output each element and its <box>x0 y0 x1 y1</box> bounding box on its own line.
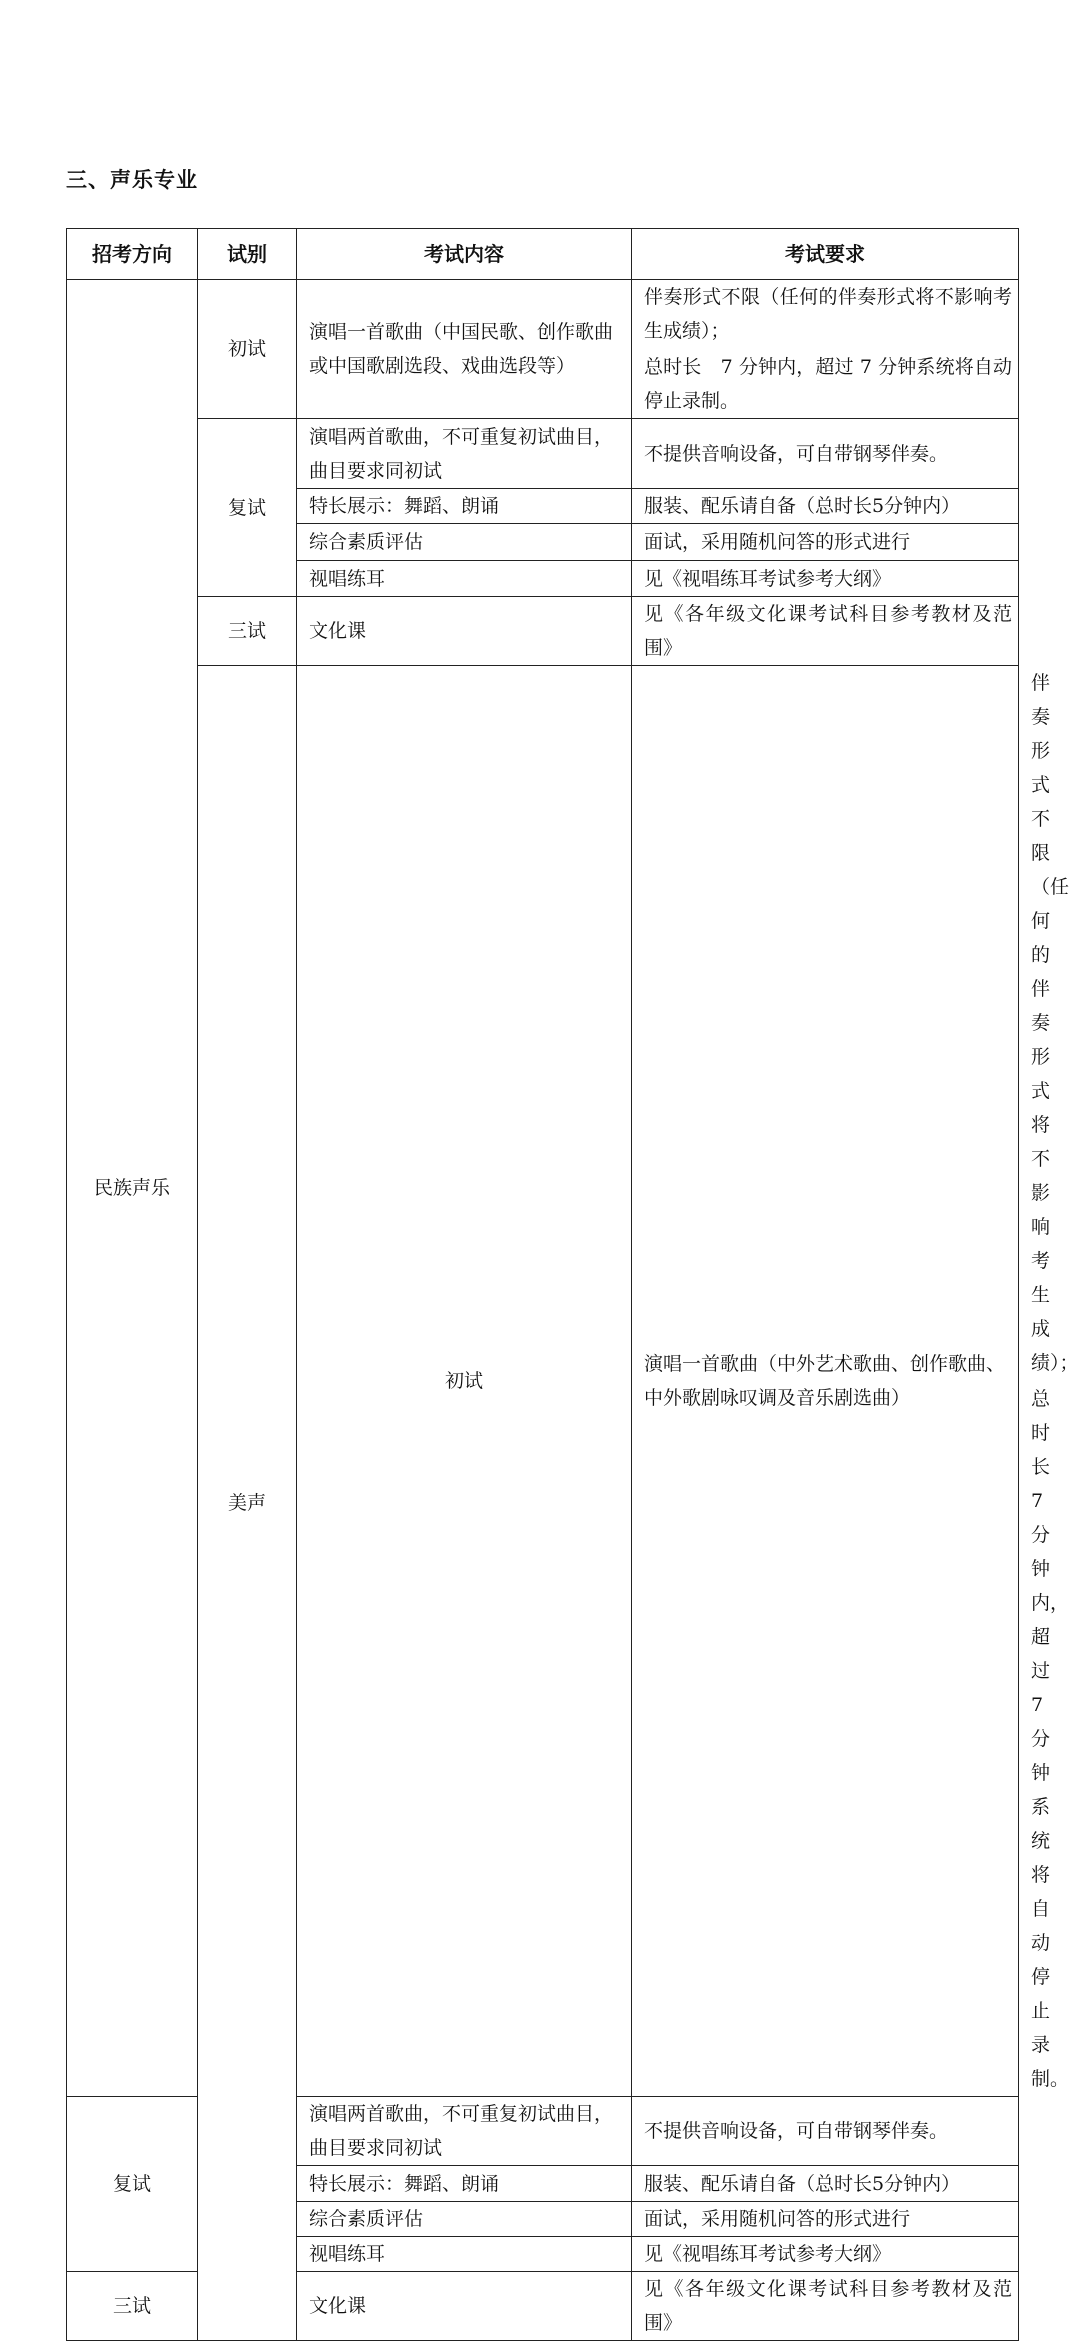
content-cell: 综合素质评估 <box>297 524 632 561</box>
direction-cell: 美声 <box>198 666 297 2341</box>
requirement-cell: 服装、配乐请自备（总时长5分钟内） <box>632 2166 1019 2202</box>
stage-cell: 复试 <box>198 419 297 597</box>
content-cell: 演唱两首歌曲，不可重复初试曲目，曲目要求同初试 <box>297 2097 632 2166</box>
table-row <box>67 280 1019 419</box>
content-cell: 演唱一首歌曲（中国民歌、创作歌曲或中国歌剧选段、戏曲选段等） <box>297 280 632 419</box>
requirement-cell <box>632 280 1019 419</box>
content-cell: 特长展示：舞蹈、朗诵 <box>297 489 632 524</box>
header-direction: 招考方向 <box>67 229 198 280</box>
header-content: 考试内容 <box>297 229 632 280</box>
requirement-line: 伴奏形式不限（任何的伴奏形式将不影响考生成绩）； <box>644 286 1012 342</box>
requirement-cell: 面试，采用随机问答的形式进行 <box>632 2202 1019 2237</box>
requirement-cell: 见《各年级文化课考试科目参考教材及范围》 <box>632 2272 1019 2341</box>
content-cell: 综合素质评估 <box>297 2202 632 2237</box>
direction-cell: 民族声乐 <box>67 280 198 2097</box>
stage-cell: 三试 <box>67 2272 198 2341</box>
content-cell: 演唱两首歌曲，不可重复初试曲目，曲目要求同初试 <box>297 419 632 489</box>
stage-cell: 三试 <box>198 597 297 666</box>
content-cell: 特长展示：舞蹈、朗诵 <box>297 2166 632 2202</box>
header-stage: 试别 <box>198 229 297 280</box>
header-requirement: 考试要求 <box>632 229 1019 280</box>
requirement-cell: 见《视唱练耳考试参考大纲》 <box>632 561 1019 597</box>
stage-cell: 初试 <box>198 280 297 419</box>
exam-requirements-table <box>66 228 1079 2341</box>
section-title: 三、声乐专业 <box>66 167 198 192</box>
table-row: 美声 初试 演唱一首歌曲（中外艺术歌曲、创作歌曲、中外歌剧咏叹调及音乐剧选曲） 伴奏形式不限（任何的伴奏形式将不影响考生成绩）； 总时长 7 分钟内，超过 7 分钟系统将自动停止录制。 <box>67 666 1019 2097</box>
content-cell: 演唱一首歌曲（中外艺术歌曲、创作歌曲、中外歌剧咏叹调及音乐剧选曲） <box>632 666 1019 2097</box>
requirement-line: 总时长 7 分钟内，超过 7 分钟系统将自动停止录制。 <box>644 356 1012 412</box>
requirement-cell: 服装、配乐请自备（总时长5分钟内） <box>632 489 1019 524</box>
requirement-cell: 不提供音响设备，可自带钢琴伴奏。 <box>632 419 1019 489</box>
stage-cell: 初试 <box>297 666 632 2097</box>
table-row <box>67 419 1019 489</box>
content-cell: 文化课 <box>297 2272 632 2341</box>
table-header-row <box>67 229 1019 280</box>
content-cell: 视唱练耳 <box>297 561 632 597</box>
content-cell: 文化课 <box>297 597 632 666</box>
requirement-cell: 不提供音响设备，可自带钢琴伴奏。 <box>632 2097 1019 2166</box>
content-cell: 视唱练耳 <box>297 2237 632 2272</box>
requirement-cell: 见《各年级文化课考试科目参考教材及范围》 <box>632 597 1019 666</box>
table-row <box>67 597 1019 666</box>
requirement-cell: 见《视唱练耳考试参考大纲》 <box>632 2237 1019 2272</box>
requirement-cell: 面试，采用随机问答的形式进行 <box>632 524 1019 561</box>
stage-cell: 复试 <box>67 2097 198 2272</box>
